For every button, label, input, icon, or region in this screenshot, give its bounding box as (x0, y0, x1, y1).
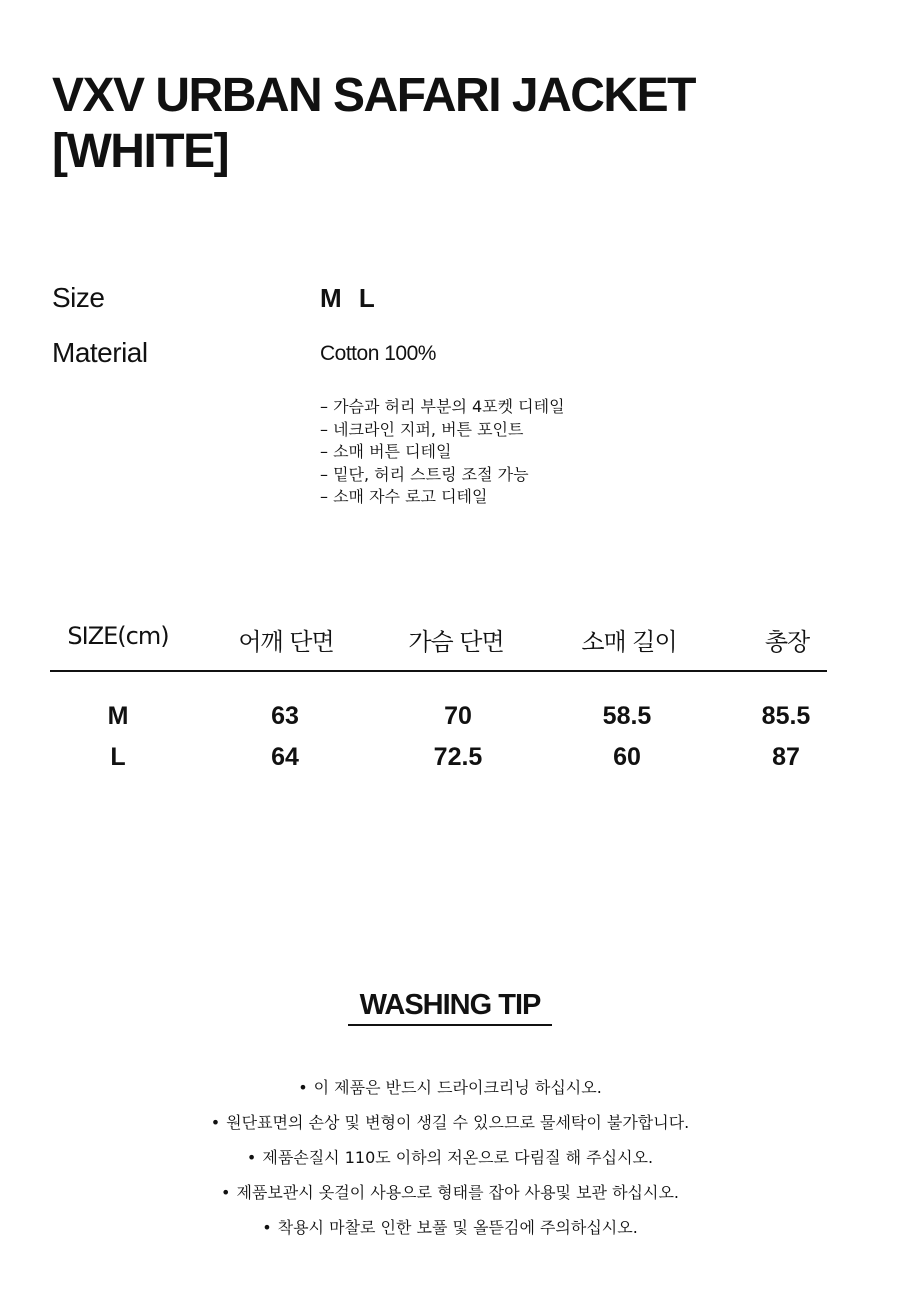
cell-chest: 70 (444, 702, 472, 730)
washing-tip-item (0, 1111, 900, 1146)
table-row (50, 702, 827, 743)
size-label: Size (52, 282, 105, 313)
size-table (50, 618, 827, 784)
cell-size: M (107, 702, 129, 730)
material-label: Material (52, 337, 148, 368)
product-title-line-1: VXV URBAN SAFARI JACKET (52, 69, 695, 122)
washing-tip-text: 이 제품은 반드시 드라이크리닝 하십시오. (313, 1078, 602, 1097)
feature-item: – 소매 자수 로고 디테일 (320, 487, 488, 506)
cell-length: 87 (772, 743, 800, 771)
cell-length: 85.5 (761, 702, 811, 730)
material-value: Cotton 100% (320, 342, 436, 365)
cell-size: L (110, 743, 126, 771)
cell-sleeve: 58.5 (602, 702, 652, 730)
feature-item: – 소매 버튼 디테일 (320, 442, 452, 461)
header-size: SIZE(cm) (67, 622, 169, 650)
bullet-icon: • (221, 1183, 231, 1202)
washing-tip-title: WASHING TIP (348, 989, 552, 1026)
header-length: 총장 (764, 628, 810, 656)
table-row (50, 743, 827, 784)
bullet-icon: • (210, 1113, 221, 1132)
washing-tip-text: 원단표면의 손상 및 변형이 생길 수 있으므로 물세탁이 불가합니다. (226, 1113, 690, 1132)
washing-tip-item (0, 1146, 900, 1181)
header-shoulder: 어깨 단면 (238, 628, 334, 656)
header-sleeve: 소매 길이 (581, 628, 677, 656)
size-option-m: M (320, 283, 342, 313)
bullet-icon: • (262, 1218, 272, 1237)
feature-item: – 가슴과 허리 부분의 4포켓 디테일 (320, 397, 565, 416)
size-table-header (50, 618, 827, 672)
feature-list (320, 396, 565, 509)
size-options (320, 283, 385, 314)
washing-tip-text: 착용시 마찰로 인한 보풀 및 올뜯김에 주의하십시오. (277, 1218, 638, 1237)
product-title (52, 68, 695, 180)
feature-item: – 밑단, 허리 스트링 조절 가능 (320, 464, 529, 484)
bullet-icon: • (246, 1148, 257, 1167)
header-chest: 가슴 단면 (408, 628, 504, 656)
cell-sleeve: 60 (613, 743, 641, 771)
product-title-line-2: [WHITE] (52, 125, 229, 178)
feature-item: – 네크라인 지퍼, 버튼 포인트 (320, 419, 524, 439)
size-option-l: L (358, 283, 375, 313)
cell-chest: 72.5 (433, 743, 483, 771)
washing-tip-item (0, 1076, 900, 1111)
washing-tip-item (0, 1181, 900, 1216)
washing-tip-text: 제품보관시 옷걸이 사용으로 형태를 잡아 사용및 보관 하십시오. (236, 1183, 679, 1202)
washing-tip-item (0, 1216, 900, 1251)
cell-shoulder: 64 (271, 743, 299, 771)
bullet-icon: • (298, 1078, 308, 1097)
washing-tip-list (0, 1076, 900, 1251)
washing-tip-text: 제품손질시 110도 이하의 저온으로 다림질 해 주십시오. (262, 1148, 654, 1167)
cell-shoulder: 63 (271, 702, 299, 730)
